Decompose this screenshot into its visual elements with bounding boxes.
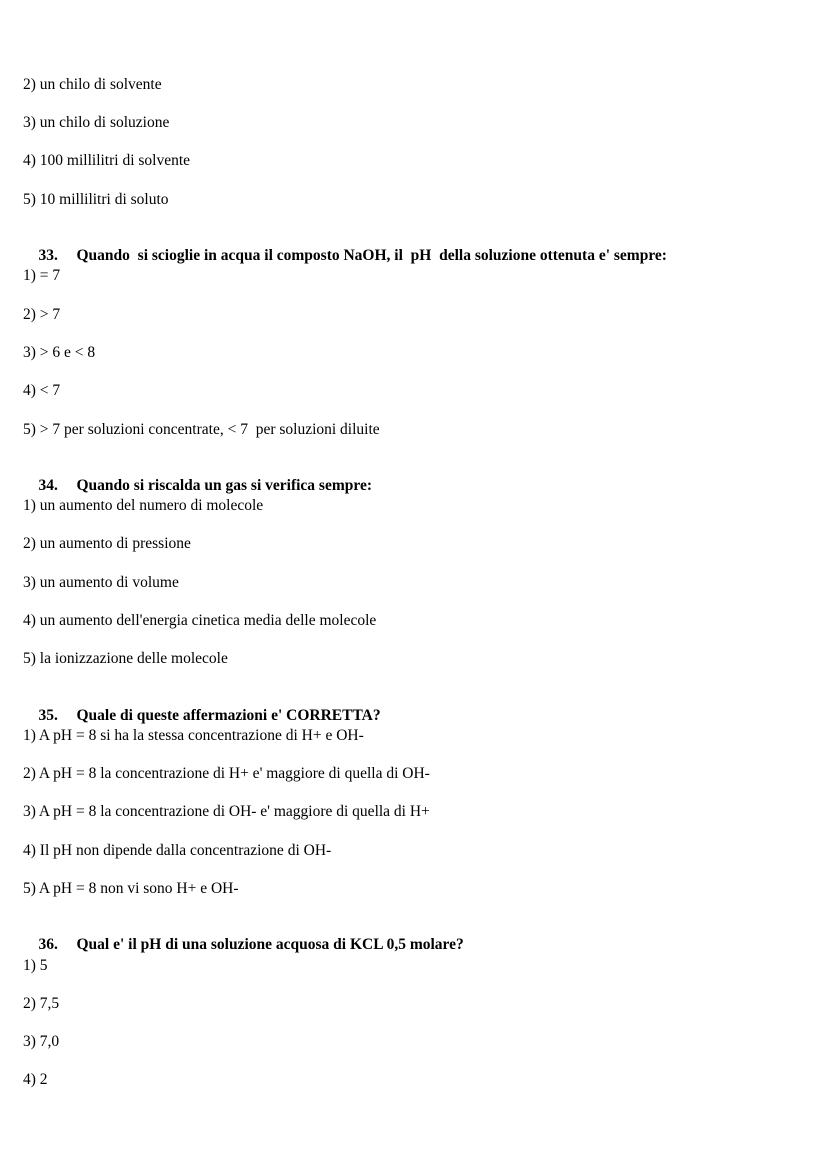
question-number: 36.	[38, 936, 58, 953]
question-text: Quale di queste affermazioni e' CORRETTA?	[76, 707, 381, 724]
question-text: Quando si scioglie in acqua il composto NaOH, il pH della soluzione ottenuta e' sempre:	[76, 247, 667, 264]
answer-option: 2) > 7	[23, 306, 61, 323]
question-text: Qual e' il pH di una soluzione acquosa di KCL 0,5 molare?	[76, 936, 464, 953]
answer-option: 3) > 6 e < 8	[23, 344, 96, 361]
question-number: 35.	[38, 707, 58, 724]
question-33	[23, 229, 667, 283]
answer-option: 4) Il pH non dipende dalla concentrazione di OH-	[23, 842, 332, 859]
answer-option: 3) 7,0	[23, 1033, 60, 1050]
answer-option: 1) 5	[23, 957, 48, 974]
answer-option: 5) > 7 per soluzioni concentrate, < 7 per soluzioni diluite	[23, 421, 380, 438]
answer-option: 3) un aumento di volume	[23, 574, 179, 591]
answer-option: 5) la ionizzazione delle molecole	[23, 650, 228, 667]
answer-option: 4) 100 millilitri di solvente	[23, 152, 191, 169]
answer-option: 2) un aumento di pressione	[23, 535, 191, 552]
answer-option: 3) A pH = 8 la concentrazione di OH- e' maggiore di quella di H+	[23, 803, 430, 820]
question-number: 33.	[38, 247, 58, 264]
answer-option: 4) un aumento dell'energia cinetica media delle molecole	[23, 612, 377, 629]
answer-option: 4) 2	[23, 1071, 48, 1088]
answer-option: 2) 7,5	[23, 995, 60, 1012]
answer-option: 5) 10 millilitri di soluto	[23, 191, 169, 208]
question-text: Quando si riscalda un gas si verifica sempre:	[76, 477, 373, 494]
answer-option: 1) A pH = 8 si ha la stessa concentrazione di H+ e OH-	[23, 727, 364, 744]
answer-option: 4) < 7	[23, 382, 61, 399]
answer-option: 5) A pH = 8 non vi sono H+ e OH-	[23, 880, 239, 897]
answer-option: 2) un chilo di solvente	[23, 76, 162, 93]
answer-option: 3) un chilo di soluzione	[23, 114, 170, 131]
answer-option: 1) = 7	[23, 267, 61, 284]
answer-option: 2) A pH = 8 la concentrazione di H+ e' maggiore di quella di OH-	[23, 765, 430, 782]
question-number: 34.	[38, 477, 58, 494]
answer-option: 1) un aumento del numero di molecole	[23, 497, 264, 514]
question-36	[23, 918, 464, 972]
